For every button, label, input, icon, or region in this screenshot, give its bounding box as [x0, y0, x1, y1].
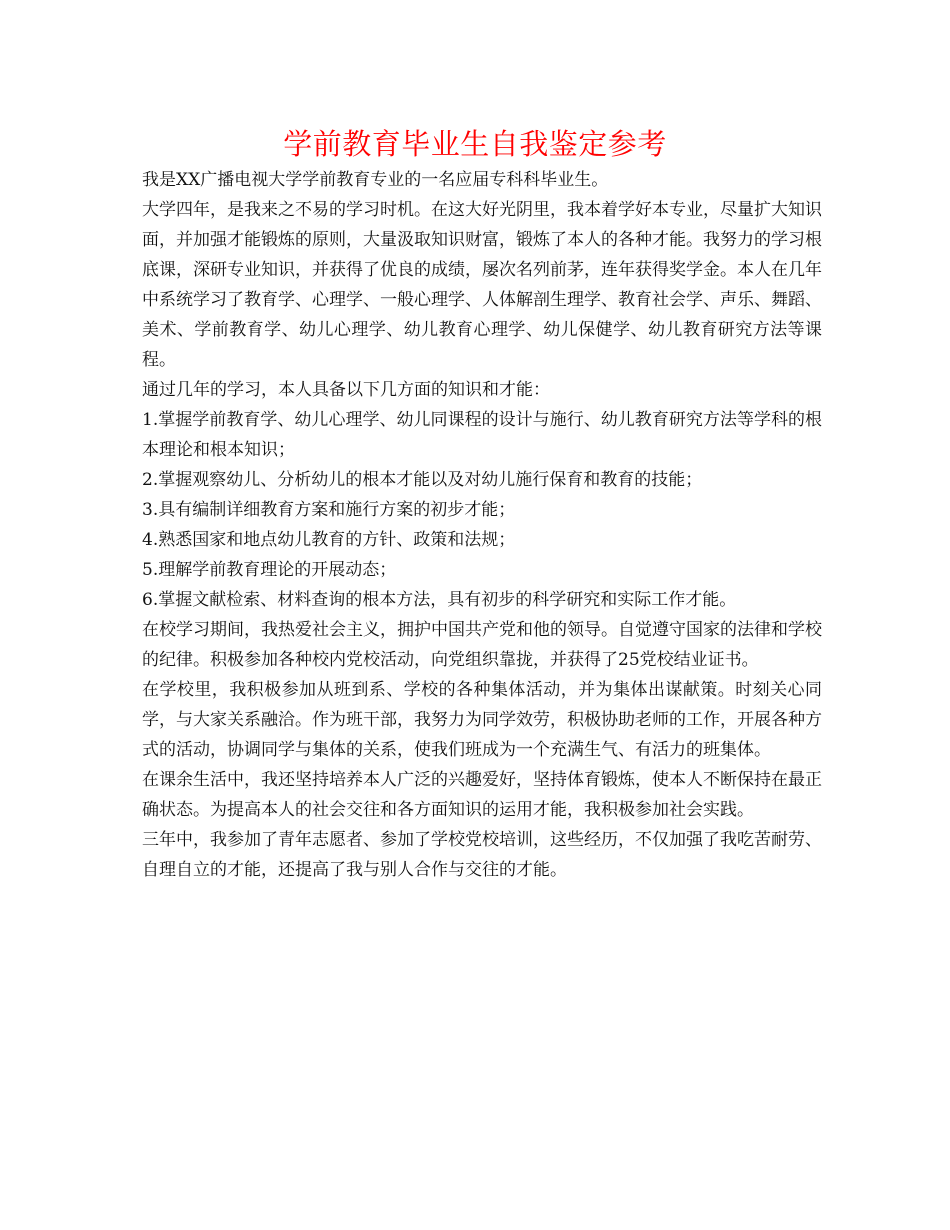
list-item-2: 2.掌握观察幼儿、分析幼儿的根本才能以及对幼儿施行保育和教育的技能；: [142, 470, 703, 490]
list-item-1: 1.掌握学前教育学、幼儿心理学、幼儿同课程的设计与施行、幼儿教育研究方法等学科的根本理论和根本知识；: [142, 410, 822, 460]
paragraph-study: 大学四年，是我来之不易的学习时机。在这大好光阴里，我本着学好本专业，尽量扩大知识面，并加强才能锻炼的原则，大量汲取知识财富，锻炼了本人的各种才能。我努力的学习根底课，深研专业知识，并获得了优良的成绩，屡次名列前茅，连年获得奖学金。本人在几年中系统学习了教育学、心理学、一般心理学、人体解剖生理学、教育社会学、声乐、舞蹈、美术、学前教育学、幼儿心理学、幼儿教育心理学、幼儿保健学、幼儿教育研究方法等课程。: [142, 200, 822, 370]
paragraph-extracurricular: 在课余生活中，我还坚持培养本人广泛的兴趣爱好，坚持体育锻炼，使本人不断保持在最正确状态。为提高本人的社会交往和各方面知识的运用才能，我积极参加社会实践。: [142, 770, 822, 820]
list-item-6: 6.掌握文献检索、材料查询的根本方法，具有初步的科学研究和实际工作才能。: [142, 590, 737, 610]
document-body: [142, 165, 822, 885]
list-item-3: 3.具有编制详细教育方案和施行方案的初步才能；: [142, 500, 516, 520]
paragraph-intro: 我是XX广播电视大学学前教育专业的一名应届专科科毕业生。: [142, 170, 609, 190]
paragraph-collective: 在学校里，我积极参加从班到系、学校的各种集体活动，并为集体出谋献策。时刻关心同学，与大家关系融洽。作为班干部，我努力为同学效劳，积极协助老师的工作，开展各种方式的活动，协调同学与集体的关系，使我们班成为一个充满生气、有活力的班集体。: [142, 680, 822, 760]
list-item-5: 5.理解学前教育理论的开展动态；: [142, 560, 397, 580]
paragraph-abilities-intro: 通过几年的学习，本人具备以下几方面的知识和才能：: [142, 380, 550, 400]
document-title: 学前教育毕业生自我鉴定参考: [283, 127, 667, 161]
paragraph-political: 在校学习期间，我热爱社会主义，拥护中国共产党和他的领导。自觉遵守国家的法律和学校的纪律。积极参加各种校内党校活动，向党组织靠拢，并获得了25党校结业证书。: [142, 620, 822, 670]
list-item-4: 4.熟悉国家和地点幼儿教育的方针、政策和法规；: [142, 530, 516, 550]
paragraph-volunteer: 三年中，我参加了青年志愿者、参加了学校党校培训，这些经历，不仅加强了我吃苦耐劳、自理自立的才能，还提高了我与别人合作与交往的才能。: [142, 830, 822, 880]
